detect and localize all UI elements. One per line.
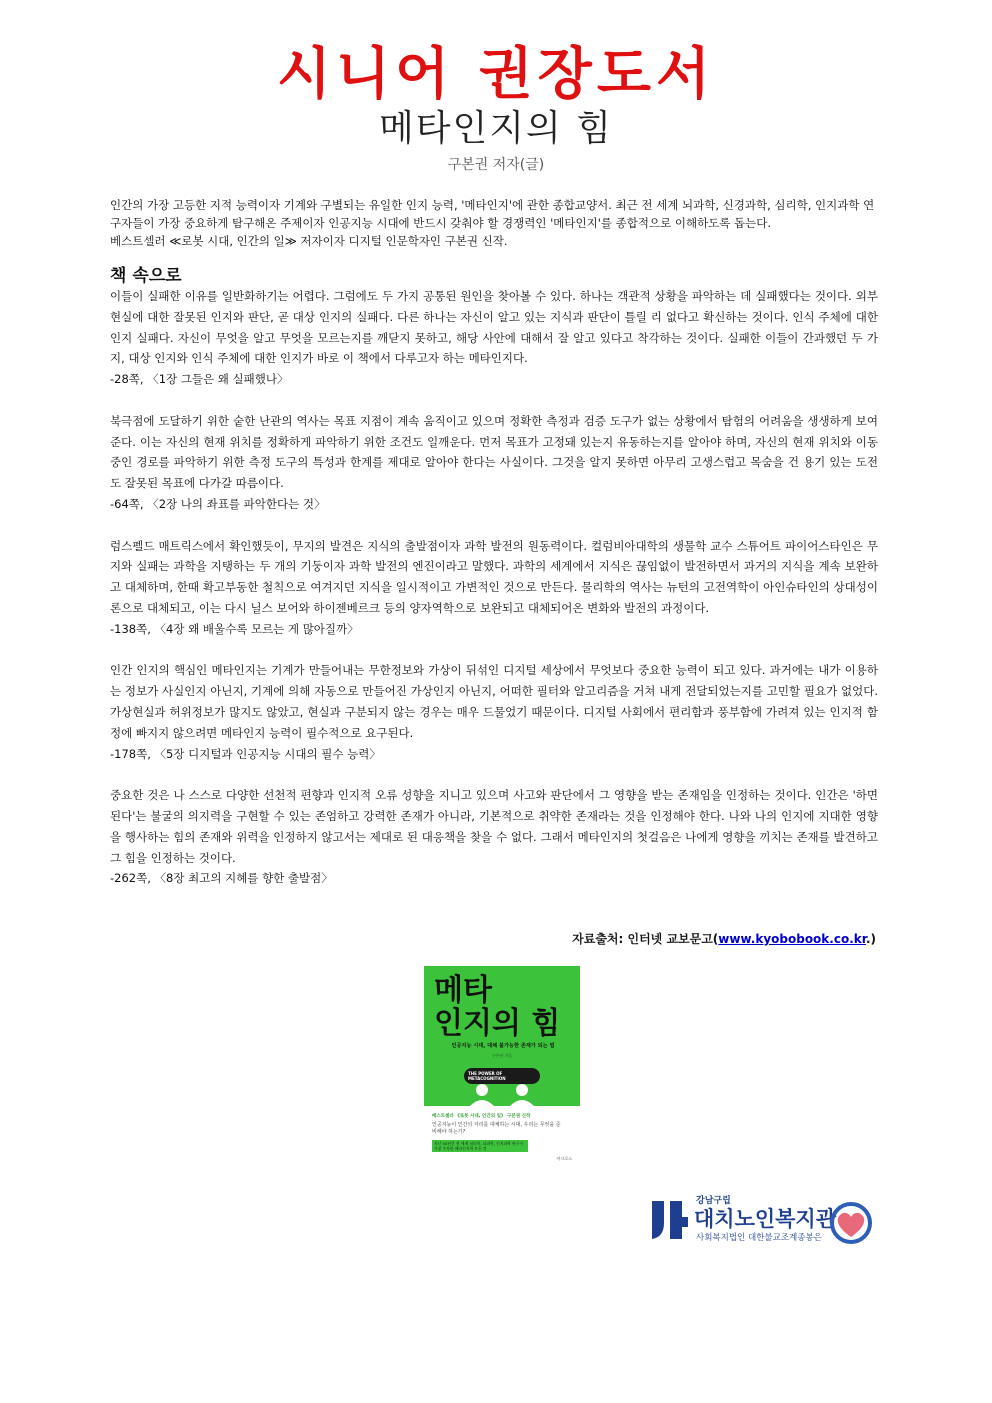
cover-lower-panel xyxy=(424,1106,580,1166)
source-label: 자료출처: 인터넷 교보문고( xyxy=(572,932,719,946)
source-suffix: .) xyxy=(865,932,876,946)
excerpt-reference: -138쪽, 〈4장 왜 배울수록 모르는 게 많아질까〉 xyxy=(110,621,359,636)
cover-blurb: 베스트셀러 《로봇 시대, 인간의 일》 구본권 신작 xyxy=(432,1114,531,1119)
excerpt-reference: -28쪽, 〈1장 그들은 왜 실패했나〉 xyxy=(110,372,289,387)
org-subtitle: 사회복지법인 대한불교조계종봉은 xyxy=(696,1233,822,1243)
excerpt xyxy=(110,286,878,390)
excerpt xyxy=(110,660,878,764)
excerpt-list xyxy=(110,286,878,910)
excerpt xyxy=(110,785,878,889)
page-title: 시니어 권장도서 xyxy=(276,42,716,107)
excerpt-text: 럼스펠드 매트릭스에서 확인했듯이, 무지의 발견은 지식의 출발점이자 과학 발전의 원동력이다. 컬럼비아대학의 생물학 교수 스튜어트 파이어스타인은 무지와 실패는 과학을 지탱하는 두 개의 기둥이자 과학 발전의 엔진이라고 말했다. 과학의 세계에서 지식은 끊임없이 발전하면서 과거의 지식을 계속 보완하고 대체하며, 한때 확고부동한 철칙으로 여겨지던 지식을 일시적이고 가변적인 것으로 만든다. 물리학의 역사는 뉴턴의 고전역학이 아인슈타인의 상대성이론으로 대체되고, 이는 다시 닐스 보어와 하이젠베르크 등의 양자역학으로 보완되고 대체되어온 변화와 발전의 과정이다. xyxy=(110,538,878,615)
org-name: 대치노인복지관 xyxy=(694,1207,837,1231)
source-link[interactable]: www.kyobobook.co.kr xyxy=(718,932,866,946)
cover-illustration xyxy=(424,1060,580,1106)
book-cover-image xyxy=(424,966,580,1166)
org-district: 강남구립 xyxy=(696,1196,731,1206)
intro-paragraph: 인간의 가장 고등한 지적 능력이자 기계와 구별되는 유일한 인지 능력, '메타인지'에 관한 종합교양서. 최근 전 세계 뇌과학, 신경과학, 심리학, 인지과학 연구자들이 가장 중요하게 탐구해온 주제이자 인공지능 시대에 반드시 갖춰야 할 경쟁력인 '메타인지'를 종합적으로 이해하도록 돕는다. xyxy=(110,198,875,230)
excerpt-text: 중요한 것은 나 스스로 다양한 선천적 편향과 인지적 오류 성향을 지니고 있으며 사고와 판단에서 그 영향을 받는 존재임을 인정하는 것이다. 인간은 '하면 된다'는 불굴의 의지력을 구현할 수 있는 존엄하고 강력한 존재가 아니라, 기본적으로 취약한 존재라는 것을 인정해야 한다. 나와 나의 인지에 지대한 영향을 행사하는 힘의 존재와 위력을 인정하지 않고서는 제대로 된 대응책을 찾을 수 없다. 그래서 메타인지의 첫걸음은 나에게 영향을 끼치는 존재를 발견하고 그 힘을 인정하는 것이다. xyxy=(110,788,878,865)
cover-subtitle: 인공지능 시대, 대체 불가능한 존재가 되는 법 xyxy=(451,1043,555,1049)
book-title: 메타인지의 힘 xyxy=(378,108,614,149)
source-credit xyxy=(572,930,876,948)
excerpt-text: 북극점에 도달하기 위한 숱한 난관의 역사는 목표 지점이 계속 움직이고 있으며 정확한 측정과 검증 도구가 없는 상황에서 탐험의 어려움을 생생하게 보여준다. 이는 자신의 현재 위치를 정확하게 파악하기 위한 조건도 일깨운다. 먼저 목표가 고정돼 있는지 유동하는지를 알아야 하며, 자신의 현재 위치와 이동 중인 경로를 파악하기 위한 측정 도구의 특성과 한계를 제대로 알아야 한다는 사실이다. 그것을 알지 못하면 아무리 고생스럽고 목숨을 건 용기 있는 도전도 잘못된 목표에 다가갈 따름이다. xyxy=(110,413,878,491)
excerpt-reference: -178쪽, 〈5장 디지털과 인공지능 시대의 필수 능력〉 xyxy=(110,746,381,761)
cover-blurb-highlight: 지난 50년간 전 세계 심리학, 뇌과학, 인지과학 연구가 가장 주목한 메타인지의 모든 것 xyxy=(432,1140,528,1152)
excerpt-text: 이들이 실패한 이유를 일반화하기는 어렵다. 그럼에도 두 가지 공통된 원인을 찾아볼 수 있다. 하나는 객관적 상황을 파악하는 데 실패했다는 것이다. 외부 현실에 대한 잘못된 인지와 판단, 곧 대상 인지의 실패다. 다른 하나는 자신이 알고 있는 지식과 판단이 틀릴 리 없다고 확신하는 것이다. 인식 주체에 대한 인지 실패다. 자신이 무엇을 알고 무엇을 모르는지를 깨닫지 못하고, 해당 사안에 대해서 잘 알고 있다고 착각하는 것이다. 실패한 이들이 간과했던 두 가지, 대상 인지와 인식 주체에 대한 인지가 바로 이 책에서 다루고자 하는 메타인지다. xyxy=(110,289,878,366)
organization-logo xyxy=(648,1193,888,1253)
book-introduction xyxy=(110,196,878,250)
cover-title-line: 인지의 힘 xyxy=(434,1006,561,1041)
intro-paragraph: 베스트셀러 ≪로봇 시대, 인간의 일≫ 저자이자 디지털 인문학자인 구본권 신작. xyxy=(110,234,508,248)
cover-title-line: 메타 xyxy=(434,973,492,1008)
cover-publisher: 어크로스 xyxy=(556,1156,572,1161)
excerpt-text: 인간 인지의 핵심인 메타인지는 기계가 만들어내는 무한정보와 가상이 뒤섞인 디지털 세상에서 무엇보다 중요한 능력이 되고 있다. 과거에는 내가 이용하는 정보가 사실인지 아닌지, 기계에 의해 자동으로 만들어진 가상인지 아닌지, 어떠한 필터와 알고리즘을 거쳐 내게 전달되었는지를 고민할 필요가 없었다. 가상현실과 허위정보가 많지도 않았고, 현실과 구분되지 않는 경우는 매우 드물었기 때문이다. 디지털 사회에서 편리함과 풍부함에 가려져 있는 인지적 함정에 빠지지 않으려면 메타인지 능력이 필수적으로 요구된다. xyxy=(110,663,878,740)
cover-title xyxy=(434,974,574,1040)
cover-art-label: THE POWER OF METACOGNITION xyxy=(468,1071,506,1081)
heart-emblem-icon xyxy=(826,1201,876,1245)
excerpt-reference: -262쪽, 〈8장 최고의 지혜를 향한 출발점〉 xyxy=(110,871,333,886)
cover-blurb: 인공지능이 인간의 자리를 대체하는 시대, 우리는 무엇을 준비해야 하는가? xyxy=(432,1122,561,1135)
excerpt xyxy=(110,536,878,640)
org-emblem-icon xyxy=(648,1197,690,1243)
excerpt xyxy=(110,411,878,515)
section-heading: 책 속으로 xyxy=(110,266,182,286)
book-author: 구본권 저자(글) xyxy=(447,157,545,173)
cover-author: 구본권 지음 xyxy=(491,1053,513,1058)
excerpt-reference: -64쪽, 〈2장 나의 좌표를 파악한다는 것〉 xyxy=(110,496,326,511)
